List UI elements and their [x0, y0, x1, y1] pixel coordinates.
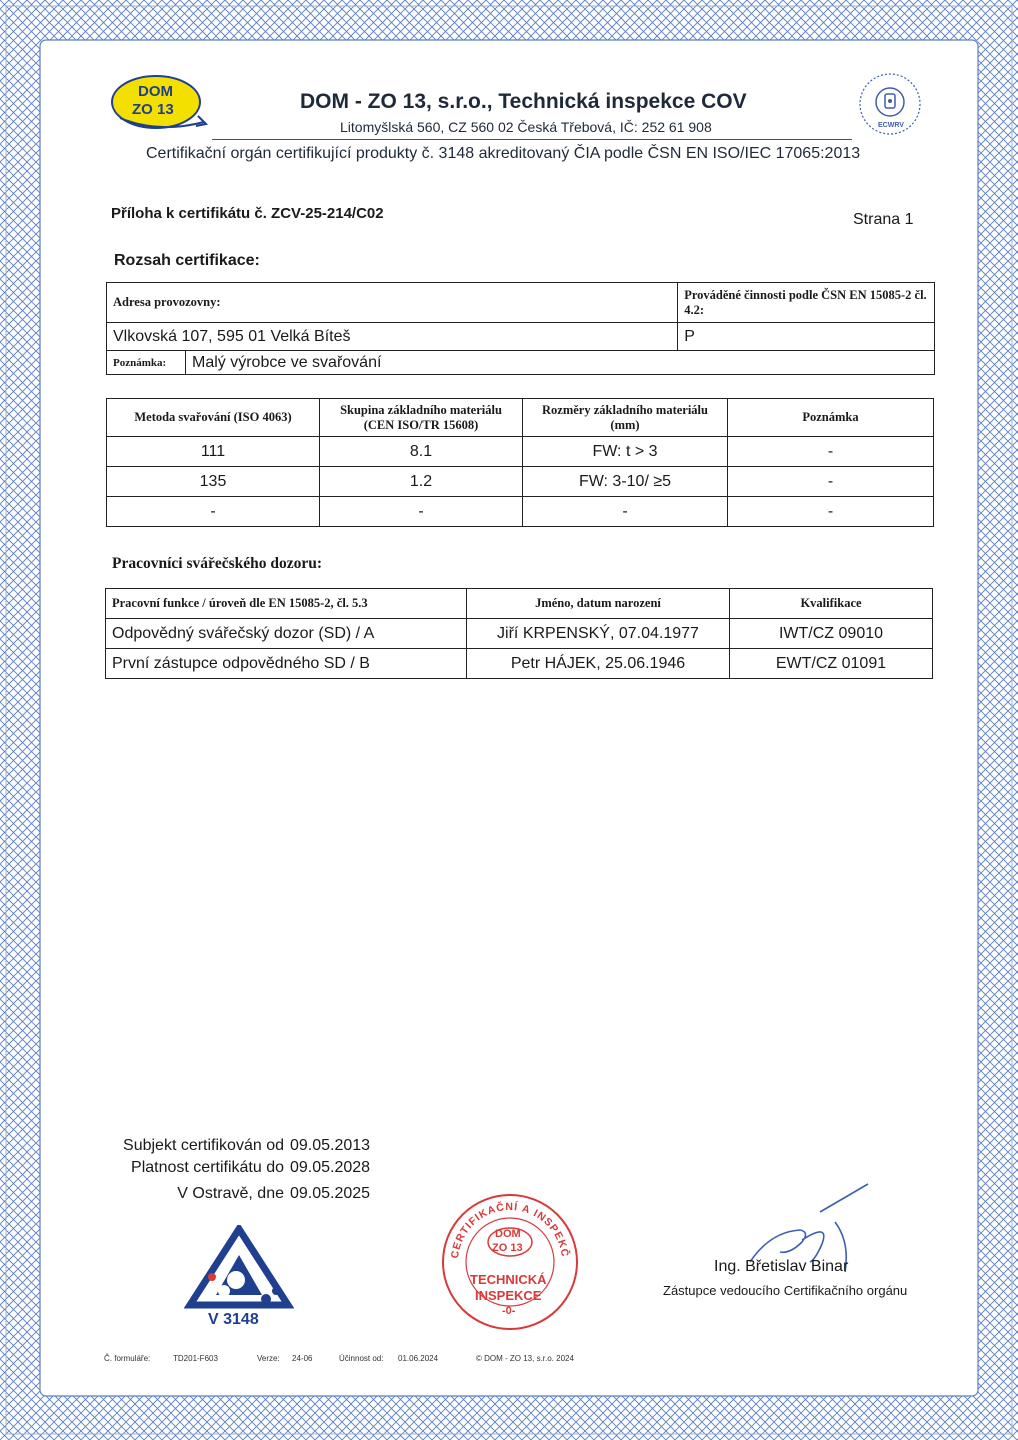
welding-header-method: Metoda svařování (ISO 4063) [107, 399, 320, 437]
activities-label: Prováděné činnosti podle ČSN EN 15085-2 čl. 4.2: [678, 283, 935, 323]
table-cell: 135 [107, 467, 320, 497]
table-cell: Petr HÁJEK, 25.06.1946 [467, 649, 730, 679]
table-cell: - [320, 497, 523, 527]
validity-value: 09.05.2028 [290, 1159, 371, 1176]
supervisors-table [105, 588, 933, 679]
table-row [107, 467, 934, 497]
table-cell: Jiří KRPENSKÝ, 07.04.1977 [467, 619, 730, 649]
table-cell: 1.2 [320, 467, 523, 497]
table-cell: FW: 3-10/ ≥5 [523, 467, 728, 497]
signatory-role: Zástupce vedoucího Certifikačního orgánu [663, 1283, 908, 1298]
signatory-name: Ing. Břetislav Binar [714, 1258, 849, 1275]
validity-row [106, 1183, 370, 1205]
table-cell: První zástupce odpovědného SD / B [106, 649, 467, 679]
table-cell: Odpovědný svářečský dozor (SD) / A [106, 619, 467, 649]
supervisors-header-qualification: Kvalifikace [730, 589, 933, 619]
table-cell: IWT/CZ 09010 [730, 619, 933, 649]
certification-statement: Certifikační orgán certifikující produkty č. 3148 akreditovaný ČIA podle ČSN EN ISO/IEC 17065:2013 [146, 145, 861, 162]
supervisors-header-function: Pracovní funkce / úroveň dle EN 15085-2, čl. 5.3 [106, 589, 467, 619]
supervisors-header-name: Jméno, datum narození [467, 589, 730, 619]
validity-row [106, 1157, 370, 1179]
validity-row [106, 1135, 370, 1157]
stamp-ring-text: CERTIFIKAČNÍ A INSPEKČ [449, 1200, 571, 1260]
welding-header-note: Poznámka [728, 399, 934, 437]
validity-label: V Ostravě, dne [177, 1185, 284, 1202]
note-value: Malý výrobce ve svařování [186, 351, 935, 375]
address-label: Adresa provozovny: [107, 283, 678, 323]
supervisors-title: Pracovníci svářečského dozoru: [112, 555, 323, 572]
footer-effective-value: 01.06.2024 [398, 1354, 439, 1363]
validity-value: 09.05.2025 [290, 1185, 371, 1202]
company-address: Litomyšlská 560, CZ 560 02 Česká Třebová, IČ: 252 61 908 [340, 119, 712, 135]
table-cell: FW: t > 3 [523, 437, 728, 467]
table-row [107, 497, 934, 527]
table-row [106, 649, 933, 679]
scope-title: Rozsah certifikace: [114, 252, 260, 269]
accreditation-mark [184, 1225, 294, 1335]
table-row [107, 437, 934, 467]
stamp-logo-top: DOM [495, 1228, 521, 1240]
address-value: Vlkovská 107, 595 01 Velká Bíteš [107, 323, 678, 351]
validity-value: 09.05.2013 [290, 1137, 371, 1154]
table-cell: - [728, 467, 934, 497]
welding-header-group: Skupina základního materiálu (CEN ISO/TR 15608) [320, 399, 523, 437]
company-logo [108, 72, 212, 134]
stamp-line-2: INSPEKCE [475, 1288, 542, 1303]
footer-form-label: Č. formuláře: [104, 1354, 151, 1363]
activities-value: P [678, 323, 935, 351]
stamp-line-3: -0- [502, 1305, 516, 1317]
welding-table [106, 398, 934, 527]
table-cell: - [728, 497, 934, 527]
header-divider [212, 139, 852, 140]
footer-copyright: © DOM - ZO 13, s.r.o. 2024 [476, 1354, 574, 1363]
table-cell: 111 [107, 437, 320, 467]
logo-text-top: DOM [138, 83, 173, 100]
table-row [106, 619, 933, 649]
stamp-logo-bottom: ZO 13 [492, 1242, 523, 1254]
welding-header-dimensions: Rozměry základního materiálu (mm) [523, 399, 728, 437]
stamp-line-1: TECHNICKÁ [470, 1272, 547, 1287]
accreditation-triangle-icon [184, 1225, 294, 1310]
table-cell: EWT/CZ 01091 [730, 649, 933, 679]
location-table [106, 282, 935, 375]
note-label: Poznámka: [107, 351, 186, 375]
seal-text: ECWRV [878, 122, 904, 129]
ecwrv-seal [858, 72, 922, 136]
table-cell: - [523, 497, 728, 527]
footer-form-value: TD201-F603 [173, 1354, 218, 1363]
company-title: DOM - ZO 13, s.r.o., Technická inspekce COV [300, 90, 747, 113]
official-stamp [440, 1192, 580, 1332]
validity-label: Platnost certifikátu do [131, 1159, 284, 1176]
page-number: Strana 1 [853, 211, 914, 228]
validity-block [106, 1135, 370, 1205]
annex-title: Příloha k certifikátu č. ZCV-25-214/C02 [111, 205, 384, 222]
logo-text-bottom: ZO 13 [132, 101, 174, 118]
accreditation-number: V 3148 [208, 1311, 259, 1328]
footer-version-value: 24-06 [292, 1354, 313, 1363]
table-cell: - [728, 437, 934, 467]
table-cell: 8.1 [320, 437, 523, 467]
footer-version-label: Verze: [257, 1354, 280, 1363]
validity-label: Subjekt certifikován od [123, 1137, 284, 1154]
footer-effective-label: Účinnost od: [339, 1354, 384, 1363]
table-cell: - [107, 497, 320, 527]
